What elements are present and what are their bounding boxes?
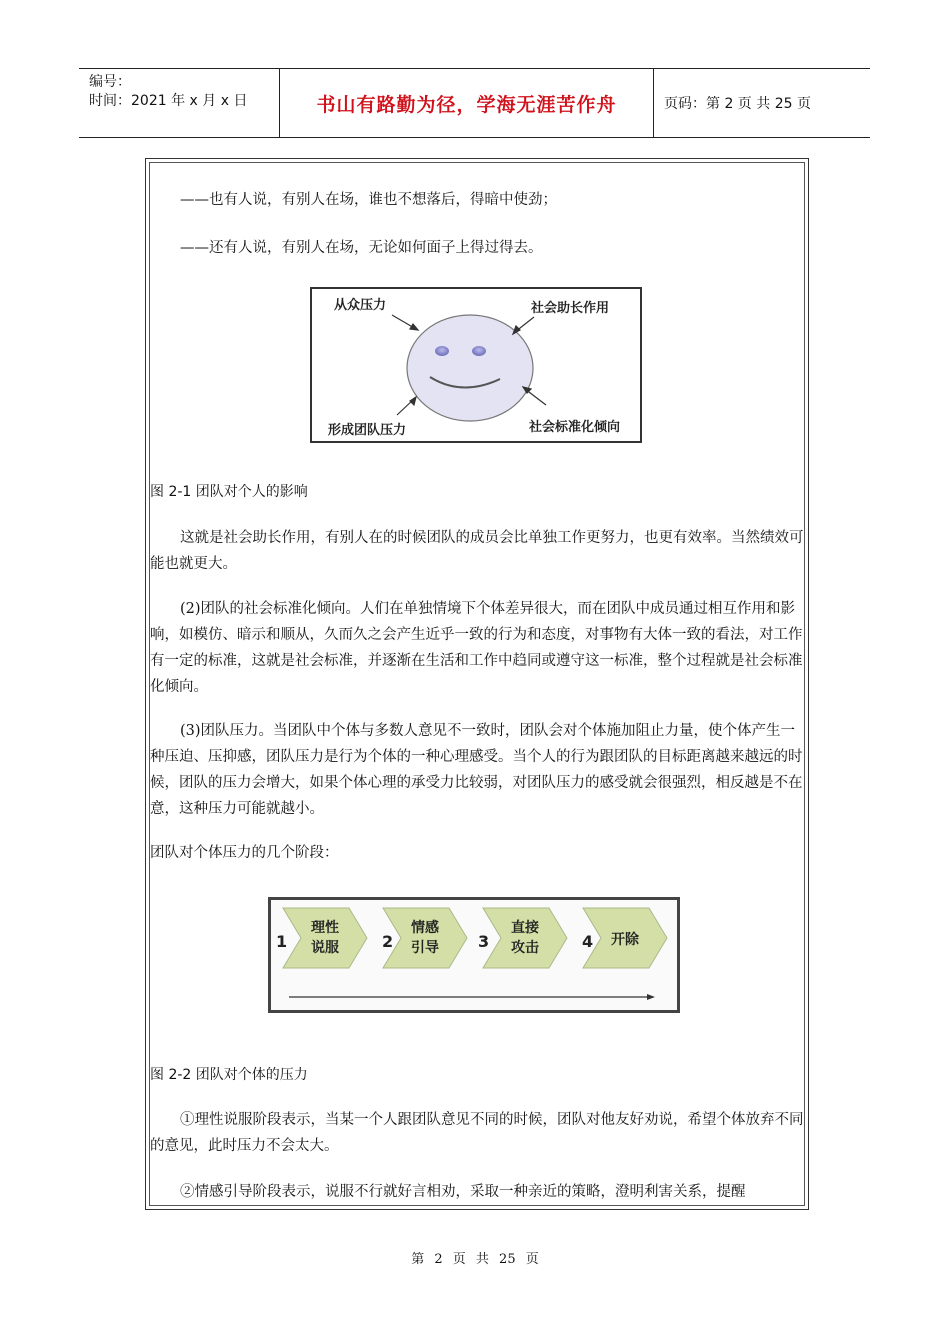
stage-2-label: 情感 引导 — [411, 920, 439, 956]
left-eye-shape — [435, 346, 449, 356]
figure-pressure-stages — [268, 897, 680, 1013]
right-eye-shape — [472, 346, 486, 356]
stages-intro: 团队对个体压力的几个阶段： — [150, 845, 339, 861]
stage-number-3: 3 — [478, 932, 490, 951]
paragraph-social-facilitation: 这就是社会助长作用，有别人在的时候团队的成员会比单独工作更努力，也更有效率。当然绩效可能也就更大。 — [150, 530, 804, 572]
arrow-head-bottom-left — [410, 397, 416, 405]
code-label: 编号： — [89, 74, 131, 90]
arrow-head-top-left — [410, 324, 418, 330]
figure-team-influence — [310, 287, 642, 443]
body-line-1: ——也有人说，有别人在场，谁也不想落后，得暗中使劲； — [180, 192, 557, 208]
body-line-2: ——还有人说，有别人在场，无论如何面子上得过得去。 — [180, 240, 543, 256]
stage-number-2: 2 — [382, 932, 394, 951]
stage-3-label: 直接 攻击 — [511, 920, 539, 956]
header-motto: 书山有路勤为径，学海无涯苦作舟 — [280, 69, 654, 137]
paragraph-stage-2: ②情感引导阶段表示，说服不行就好言相劝，采取一种亲近的策略，澄明利害关系，提醒 — [180, 1184, 746, 1200]
header-page-number: 页码：第 2 页 共 25 页 — [664, 96, 811, 112]
page-header — [79, 68, 870, 138]
stage-1-label: 理性 说服 — [311, 920, 339, 956]
figure-1-caption: 图 2-1 团队对个人的影响 — [150, 484, 308, 500]
header-meta — [79, 69, 280, 137]
label-standardization: 社会标准化倾向 — [529, 420, 621, 435]
paragraph-standardization: (2)团队的社会标准化倾向。人们在单独情境下个体差异很大，而在团队中成员通过相互作用和影响，如模仿、暗示和顺从，久而久之会产生近乎一致的行为和态度，对事物有大体一致的看法，对工作有一定的标准，这就是社会标准，并逐渐在生活和工作中趋同或遵守这一标准，整个过程就是社会标准化倾向。 — [150, 601, 803, 695]
date-label: 时间：2021 年 x 月 x 日 — [89, 93, 248, 109]
page-footer: 第 2 页 共 25 页 — [411, 1252, 539, 1267]
paragraph-stage-1: ①理性说服阶段表示，当某一个人跟团队意见不同的时候，团队对他友好劝说，希望个体放弃不同的意见，此时压力不会太大。 — [150, 1112, 804, 1154]
label-conformity: 从众压力 — [334, 298, 387, 313]
stage-number-1: 1 — [276, 932, 288, 951]
timeline-arrow-head — [647, 994, 655, 1000]
label-team-pressure: 形成团队压力 — [328, 423, 407, 438]
label-social-facilitation: 社会助长作用 — [531, 301, 610, 316]
figure-2-caption: 图 2-2 团队对个体的压力 — [150, 1067, 308, 1083]
stage-number-4: 4 — [582, 932, 594, 951]
stage-4-label: 开除 — [611, 932, 639, 948]
paragraph-team-pressure: (3)团队压力。当团队中个体与多数人意见不一致时，团队会对个体施加阻止力量，使个体产生一种压迫、压抑感，团队压力是行为个体的一种心理感受。当个人的行为跟团队的目标距离越来越远的时候，团队的压力会增大，如果个体心理的承受力比较弱，对团队压力的感受就会很强烈，相反越是不在意，这种压力可能就越小。 — [150, 723, 803, 817]
